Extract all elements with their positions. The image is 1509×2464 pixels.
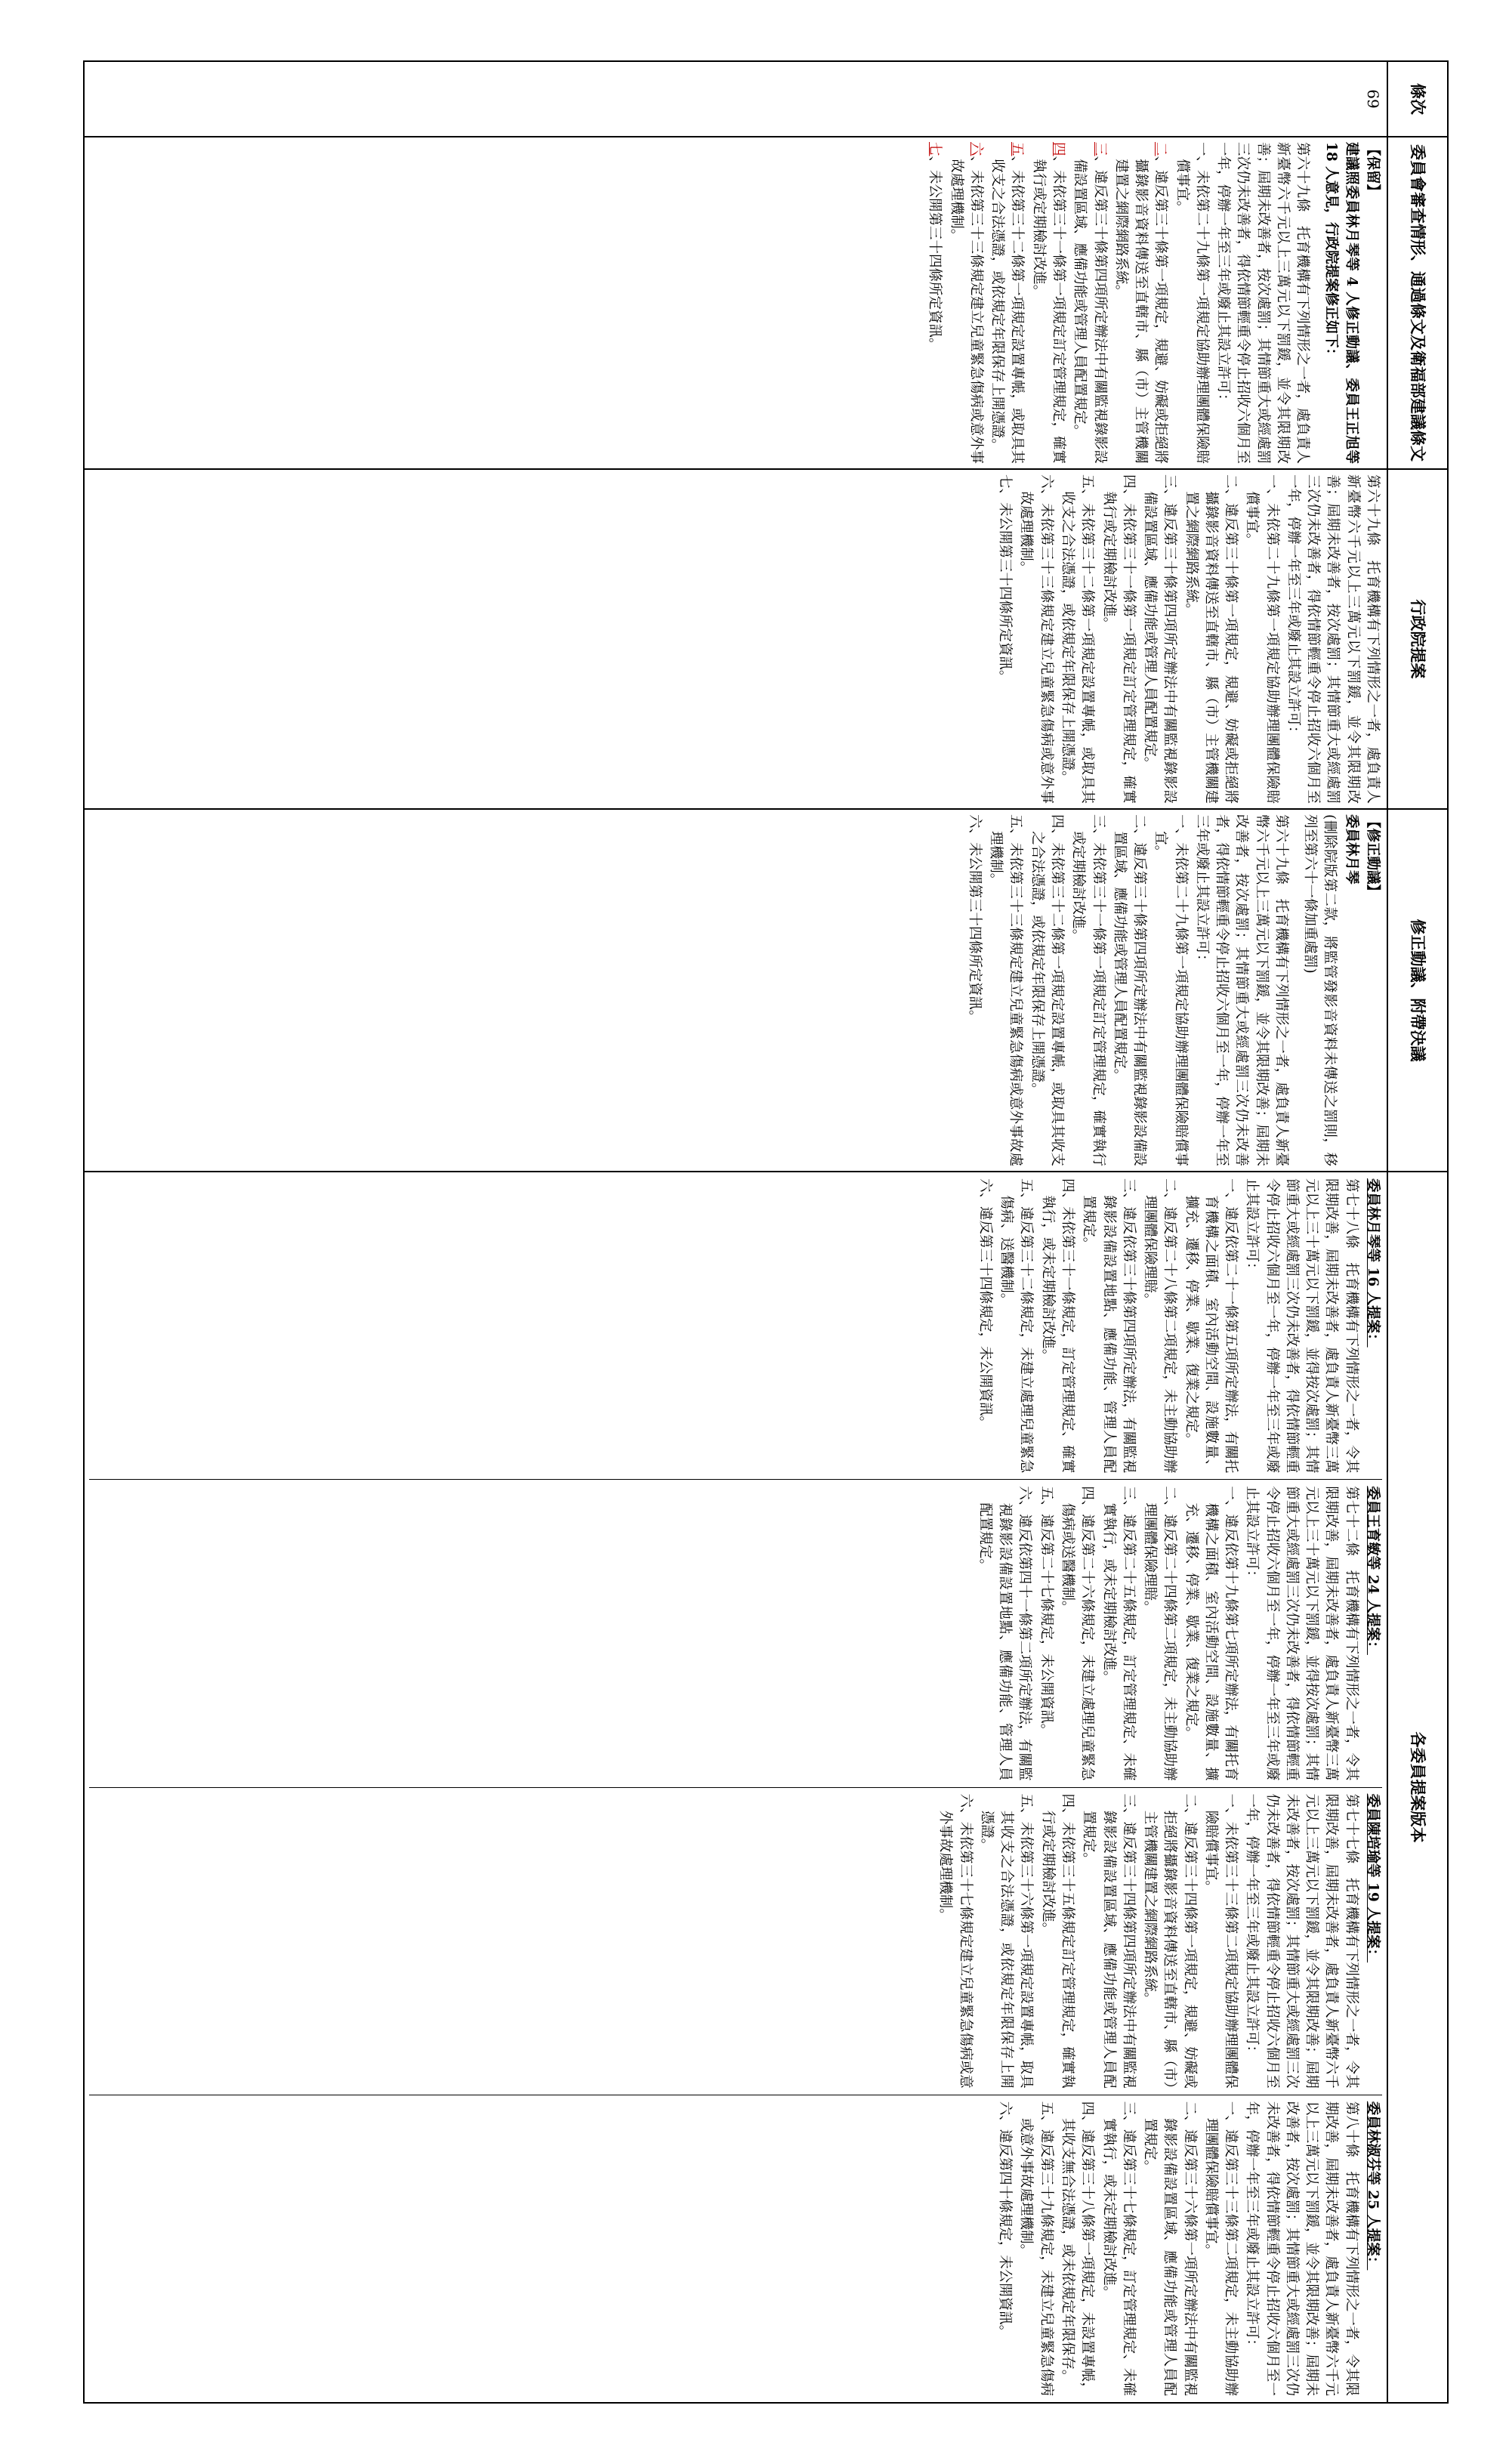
member-draft (89, 1788, 1382, 2095)
article-line: 五、未依第三十二條第一項規定設置專帳，或取具其收支之合法憑證，或依規定年限保存上開憑證。 (1060, 474, 1096, 804)
committee-text (924, 142, 1312, 464)
draft-line: 六、違反第四十條規定，未公開資訊。 (997, 2101, 1014, 2339)
draft-line: 二、違反第二十四條第二項規定，未主動協助辦理團體保險理賠。 (1142, 1486, 1178, 1781)
draft-line: 五、未依第三十六條第一項規定設置專帳，取具其收支之合法憑證，或依規定年限保存上開憑證。 (978, 1793, 1035, 2089)
draft-line: 四、違反第二十六條規定，未建立處理兒童緊急傷病或送醫機制。 (1060, 1486, 1096, 1781)
draft-line: 五、違反第二十七條規定，未公開資訊。 (1038, 1486, 1054, 1738)
draft-line: 一、違反依第十九條第七項所定辦法，有關托育機構之面積、室內活動空間、設施數量、擴充、遷移、停業、歇業、復業之規定。 (1183, 1486, 1239, 1781)
draft-proposer: 委員林淑芬等 25 人提案： (1365, 2101, 1381, 2271)
article-line: 二、違反第三十條第一項規定，規避、妨礙或拒絕將攝錄影音資料傳送至直轄市、縣（市）主管機關建置之網際網路系統。 (1183, 474, 1239, 804)
draft-line: 二、違反第二十八條第二項規定，未主動協助辦理團體保險理賠。 (1142, 1178, 1178, 1474)
article-line: 五、未依第三十二條第一項規定設置專帳，或取具其收支之合法憑證，或依規定年限保存上開憑證。 (989, 142, 1026, 464)
amendment-cell (84, 809, 1387, 1172)
draft-line: 四、未依第三十一條規定，訂定管理規定、確實執行，或未定期檢討改進。 (1039, 1178, 1076, 1474)
article-line: 四、未依第三十一條第一項規定訂定管理規定，確實執行或定期檢討改進。 (1100, 474, 1137, 804)
amendment-proposer: 委員林月琴 (1343, 814, 1359, 885)
page-body (83, 60, 1449, 2404)
article-line: 七、未公開第三十四條所定資訊。 (997, 474, 1014, 684)
draft-line: 二、違反第三十四條第一項規定，規避、妨礙或拒絕將攝錄影音資料傳送至直轄市、縣（市）主管機關建置之網際網路系統。 (1142, 1793, 1198, 2089)
draft-proposer: 委員王育敏等 24 人提案： (1365, 1486, 1381, 1655)
article-line: 第六十九條 托育機構有下列情形之一者，處負責人新臺幣六千元以上三萬元以下罰鍰，並令其限期改善；屆期未改善者，按次處罰；其情節重大或經處罰三次仍未改善者，得依情節輕重令停止招收六個月至一年，停辦一年至三年或廢止其設立許可： (1285, 474, 1381, 804)
draft-proposer: 委員林月琴等 16 人提案： (1365, 1178, 1381, 1348)
draft-line: 三、違反第二十五條規定，訂定管理規定、未確實執行，或未定期檢討改進。 (1100, 1486, 1137, 1781)
article-line: 一、未依第二十九條第一項規定協助辦理團體保險賠償事宜。 (1174, 142, 1210, 464)
header-member-drafts: 各委員提案版本 (1387, 1172, 1448, 2403)
article-line: 一、未依第二十九條第一項規定協助辦理團體保險賠償事宜。 (1153, 814, 1189, 1166)
article-line: 二、違反第三十條第四項所定辦法中有關監視錄影設備設置區域、應備功能或管理人員配置規定。 (1111, 814, 1148, 1166)
member-draft (89, 1480, 1382, 1787)
article-line: 四、未依第三十一條第一項規定訂定管理規定，確實執行或定期檢討改進。 (1030, 142, 1067, 464)
amendment-text (964, 814, 1291, 1166)
draft-line: 二、違反第三十六條第一項所定辦法中有關監視錄影設備設置區域、應備功能或管理人員配置規定。 (1142, 2101, 1198, 2396)
draft-line: 一、違反第三十三條第二項規定，未主動協助辦理團體保險賠償事宜。 (1202, 2101, 1239, 2396)
header-executive: 行政院提案 (1387, 469, 1448, 809)
draft-line: 第八十條 托育機構有下列情形之一者，令其限期改善，屆期未改善者，處負責人新臺幣六千元以上三萬元以下罰鍰，並令其限期改善；屆期未改善者，按次處罰；其情節重大或經處罰三次仍未改善者，得依情節輕重令停止招收六個月至一年，停辦一年至三年或廢止其設立許可： (1244, 2101, 1359, 2396)
draft-line: 六、違反第三十四條規定，未公開資訊。 (977, 1178, 993, 1431)
header-amendment: 修正動議、附帶決議 (1387, 809, 1448, 1172)
amendment-title: 【修正動議】 (1365, 814, 1381, 899)
drafts-cell (84, 1172, 1387, 2403)
comparison-table (83, 60, 1449, 2404)
article-line: 七、未公開第三十四條所定資訊。 (927, 142, 943, 352)
article-line: 三、違反第三十條第四項所定辦法中有關監視錄影設備設置區域、應備功能或管理人員配置規定。 (1072, 142, 1108, 464)
table-header-row (1387, 61, 1448, 2403)
article-line: 三、未依第三十一條第一項規定訂定管理規定，確實執行或定期檢討改進。 (1070, 814, 1106, 1166)
article-line: 三、違反第三十條第四項所定辦法中有關監視錄影設備設置區域、應備功能或管理人員配置規定。 (1142, 474, 1178, 804)
article-number: 69 (84, 61, 1387, 137)
article-line: 六、未依第三十三條規定建立兒童緊急傷病或意外事故處理機制。 (1018, 474, 1054, 804)
article-line: 一、未依第二十九條第一項規定協助辦理團體保險賠償事宜。 (1244, 474, 1280, 804)
draft-line: 四、未依第三十五條規定訂定管理規定，確實執行或定期檢討改進。 (1039, 1793, 1076, 2089)
draft-line: 三、違反第三十四條第四項所定辦法中有關監視錄影設備設置區域、應備功能或管理人員配置規定。 (1081, 1793, 1137, 2089)
draft-proposer: 委員陳培瑜等 19 人提案： (1365, 1793, 1381, 1963)
draft-line: 一、未依第三十三條第二項規定協助辦理團體保險賠償事宜。 (1202, 1793, 1239, 2089)
amendment-note: (刪除院版第二款，將監管發影音資料未傳送之罰則，移列至第六十一條加重處罰) (1302, 814, 1338, 1166)
draft-line: 六、未依第三十七條規定建立兒童緊急傷病或意外事故處理機制。 (937, 1793, 974, 2089)
committee-status: 【保留】 (1365, 142, 1381, 199)
draft-line: 三、違反依第三十條第四項所定辦法，有關監視錄影設備設置地點、應備功能、管理人員配置規定。 (1081, 1178, 1137, 1474)
draft-line: 五、違反第三十二條規定，未建立處理兒童緊急傷病、送醫機制。 (998, 1178, 1035, 1474)
article-line: 六、未公開第三十四條所定資訊。 (966, 814, 983, 1024)
member-draft (89, 2095, 1382, 2402)
committee-cell (84, 137, 1387, 469)
draft-line: 第七十八條 托育機構有下列情形之一者，令其限期改善，屆期未改善者，處負責人新臺幣三萬元以上三十萬元以下罰鍰，並得按次處罰；其情節重大或經處罰三次仍未改善者，得依情節輕重令停止招收六個月至一年，停辦一年至三年或廢止其設立許可： (1244, 1178, 1359, 1474)
article-line: 二、違反第三十條第一項規定，規避、妨礙或拒絕將攝錄影音資料傳送至直轄市、縣（市）主管機關建置之網際網路系統。 (1112, 142, 1169, 464)
member-draft (89, 1172, 1382, 1480)
draft-line: 四、違反第三十八條第一項規定，未設置專帳，其收支無合法憑證，或未依規定年限保存。 (1060, 2101, 1096, 2396)
drafts-columns (89, 1172, 1382, 2402)
header-committee: 委員會審查情形、通過條文及衛福部建議條文 (1387, 137, 1448, 469)
article-line: 第六十九條 托育機構有下列情形之一者，處負責人新臺幣六千元以上三萬元以下罰鍰，並令其限期改善；屆期未改善者，按次處罰；其情節重大或經處罰三次仍未改善者，得依情節輕重令停止招收六個月至一年，停辦一年至三年或廢止其設立許可： (1193, 814, 1289, 1166)
draft-line: 一、違反依第二十一條第五項所定辦法，有關托育機構之面積、室內活動空間、設施數量、擴充、遷移、停業、歇業、復業之規定。 (1183, 1178, 1239, 1474)
draft-line: 三、違反第三十七條規定，訂定管理規定、未確實執行，或未定期檢討改進。 (1100, 2101, 1137, 2396)
article-line: 第六十九條 托育機構有下列情形之一者，處負責人新臺幣六千元以上三萬元以下罰鍰，並令其限期改善；屆期未改善者，按次處罰；其情節重大或經處罰三次仍未改善者，得依情節輕重令停止招收六個月至一年，停辦一年至三年或廢止其設立許可： (1215, 142, 1311, 464)
executive-cell (84, 469, 1387, 809)
article-line: 五、未依第三十三條規定建立兒童緊急傷病或意外事故處理機制。 (988, 814, 1024, 1166)
header-article-no: 條次 (1387, 61, 1448, 137)
article-line: 六、未依第三十三條規定建立兒童緊急傷病或意外事故處理機制。 (948, 142, 984, 464)
draft-line: 第七十二條 托育機構有下列情形之一者，令其限期改善，屆期未改善者，處負責人新臺幣三萬元以上三十萬元以下罰鍰，並得按次處罰；其情節重大或經處罰三次仍未改善者，得依情節輕重令停止招收六個月至一年，停辦一年至三年或廢止其設立許可： (1244, 1486, 1359, 1781)
draft-line: 六、違反依第四十一條第二項所定辦法，有關監視錄影設備設置地點、應備功能、管理人員配置規定。 (977, 1486, 1033, 1781)
table-row (84, 61, 1387, 2403)
draft-line: 第七十七條 托育機構有下列情形之一者，令其限期改善，屆期未改善者，處負責人新臺幣六千元以上三萬元以下罰鍰，並令其限期改善；屆期未改善者，按次處罰；其情節重大或經處罰三次仍未改善者，得依情節輕重令停止招收六個月至一年，停辦一年至三年或廢止其設立許可： (1244, 1793, 1359, 2089)
executive-text (995, 474, 1382, 804)
article-line: 四、未依第三十二條第一項規定設置專帳，或取具其收支之合法憑證，或依規定年限保存上開憑證。 (1029, 814, 1066, 1166)
draft-line: 五、違反第三十九條規定，未建立兒童緊急傷病或意外事故處理機制。 (1018, 2101, 1054, 2396)
committee-intro: 建議照委員林月琴等 4 人修正動議、委員王正旭等 18 人意見，行政院提案修正如下： (1323, 142, 1359, 464)
